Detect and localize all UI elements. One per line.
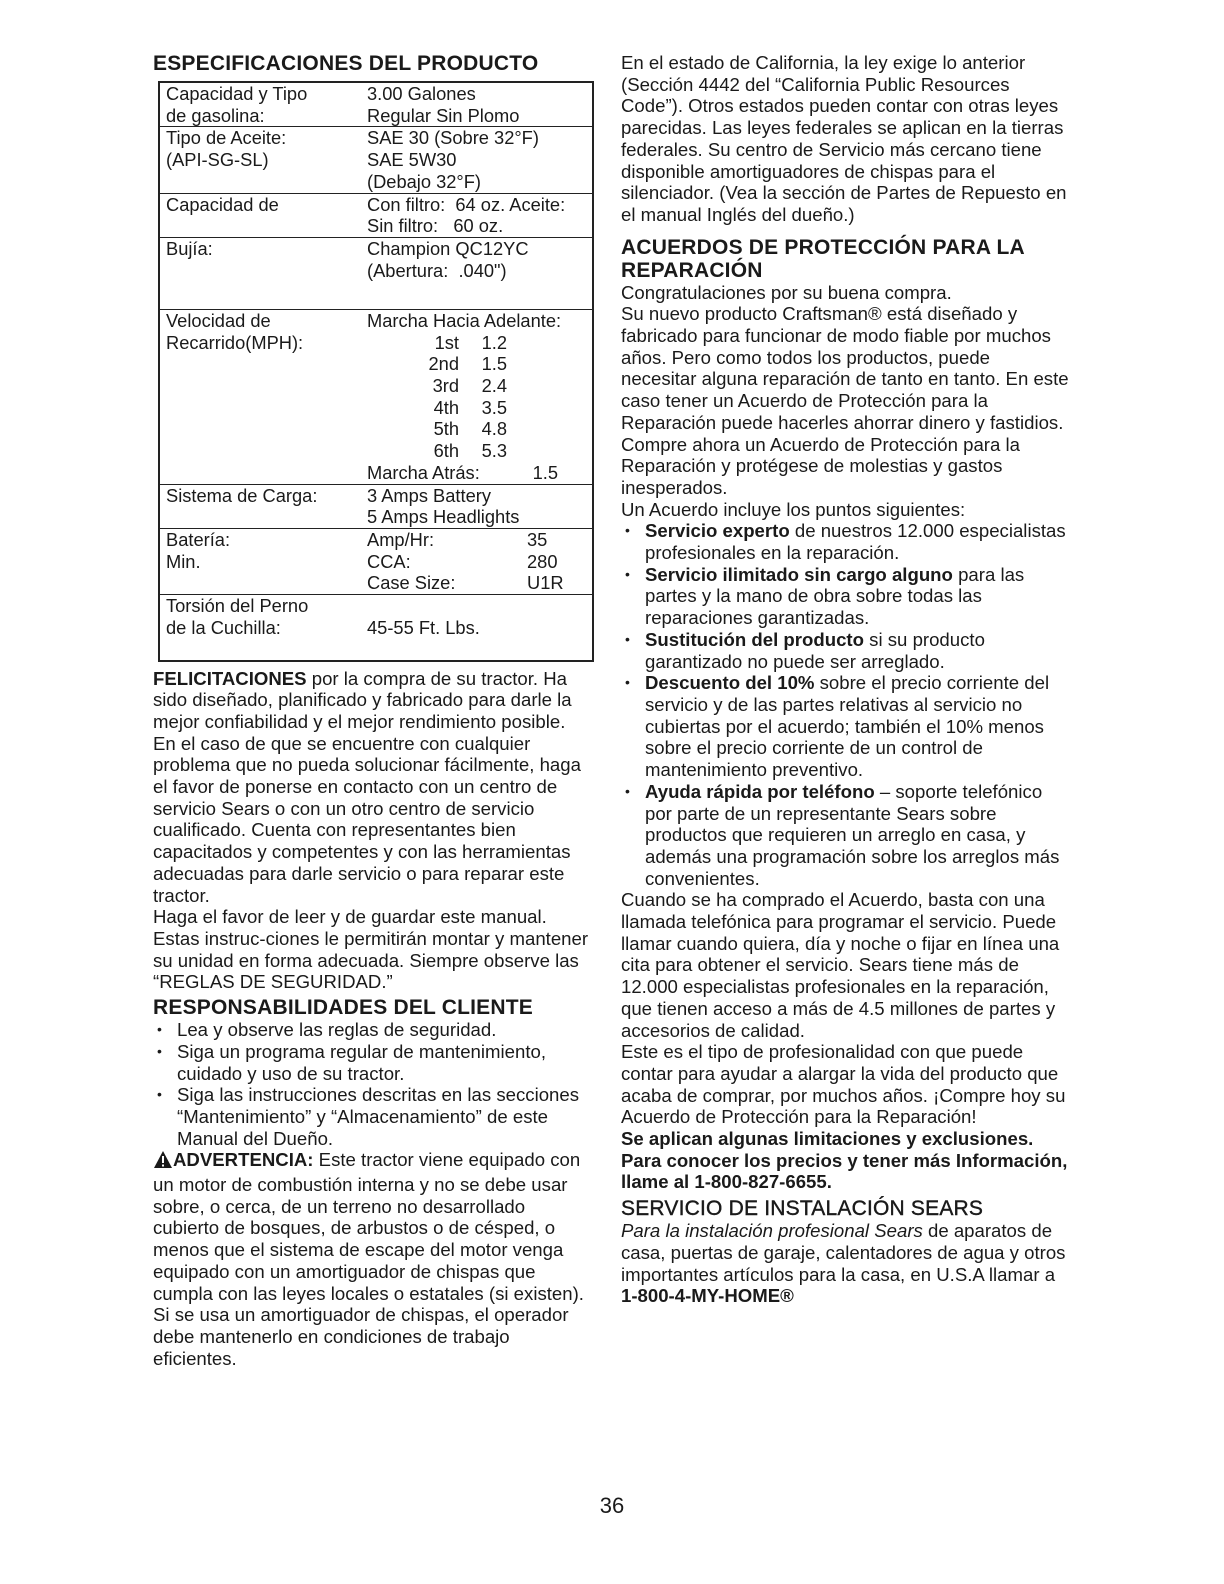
- repair-intro: Congratulaciones por su buena compra.: [621, 281, 952, 303]
- install-title: SERVICIO DE INSTALACIÓN SEARS: [621, 1197, 984, 1221]
- repair-bold-note: Se aplican algunas limitaciones y exclusiones. Para conocer los precios y tener más Información, llame al 1-800-827-6655.: [621, 1128, 1068, 1193]
- california-paragraph: En el estado de California, la ley exige lo anterior (Sección 4442 del “California Public Resources Code”). Otros estados pueden contar con otras leyes parecidas. Las leyes federales se aplican en la tierras federales. Su centro de Servicio más cercano tiene disponible amortiguadores de chispas para el silenciador. (Vea la sección de Partes de Repuesto en el manual Inglés del dueño.): [621, 52, 1067, 225]
- list-item: • Lea y observe las reglas de seguridad.: [153, 1019, 595, 1041]
- list-item: • Descuento del 10% sobre el precio corriente del servicio y de las partes relativas al servicio no cubiertas por el acuerdo; también el 10% menos sobre el precio corriente de un control de mantenimiento preventivo.: [621, 672, 1069, 781]
- spec-label: de gasolina:: [166, 104, 265, 126]
- gear-row: 1st 1.2: [434, 331, 507, 353]
- spec-row-spark-plug: [159, 237, 593, 309]
- spec-label: Capacidad de: [166, 193, 279, 215]
- gear-row: 2nd 1.5: [428, 353, 507, 375]
- spec-title: ESPECIFICACIONES DEL PRODUCTO: [153, 52, 539, 75]
- battery-row: CCA: 280: [367, 550, 558, 572]
- spec-value: 3.00 Galones: [367, 83, 476, 104]
- list-item: • Siga las instrucciones descritas en las secciones “Mantenimiento” y “Almacenamiento” de este Manual del Dueño.: [153, 1084, 595, 1149]
- repair-title: ACUERDOS DE PROTECCIÓN PARA LA REPARACIÓN: [621, 235, 1025, 282]
- left-column: [153, 52, 595, 1369]
- spec-label: de la Cuchilla:: [166, 616, 281, 638]
- congrats-paragraph: FELICITACIONES por la compra de su tractor. Ha sido diseñado, planificado y fabricado para darle la mejor confiabilidad y el mejor rendimiento posible.: [153, 667, 572, 732]
- spec-label: Sistema de Carga:: [166, 484, 318, 506]
- spec-row-oil-capacity: [159, 193, 593, 237]
- spec-value: Regular Sin Plomo: [367, 104, 520, 126]
- install-paragraph: Para la instalación profesional Sears de aparatos de casa, puertas de garaje, calentadores de agua y otros importantes artículos para la casa, en U.S.A llamar a: [621, 1220, 1066, 1285]
- reverse-row: Marcha Atrás: 1.5: [367, 461, 558, 483]
- responsibilities-list: [153, 1019, 595, 1149]
- spec-label: (API-SG-SL): [166, 149, 269, 171]
- list-item: • Siga un programa regular de mantenimiento, cuidado y uso de su tractor.: [153, 1041, 595, 1084]
- spec-row-oil-type: [159, 127, 593, 193]
- repair-benefits-list: [621, 520, 1069, 889]
- manual-paragraph: Haga el favor de leer y de guardar este manual. Estas instruc-ciones le permitirán montar y mantener su unidad en forma adecuada. Siempre observe las “REGLAS DE SEGURIDAD.”: [153, 906, 589, 993]
- spec-value: SAE 5W30: [367, 149, 457, 171]
- spec-value: 3 Amps Battery: [367, 484, 491, 506]
- spec-value: Champion QC12YC: [367, 237, 529, 259]
- spec-row-torque: [159, 595, 593, 661]
- responsibilities-title: RESPONSABILIDADES DEL CLIENTE: [153, 996, 533, 1020]
- spec-row-speed: [159, 309, 593, 484]
- battery-row: Case Size: U1R: [367, 572, 564, 594]
- speed-forward-label: Marcha Hacia Adelante:: [367, 309, 562, 331]
- problem-paragraph: En el caso de que se encuentre con cualquier problema que no pueda solucionar fácilmente, haga el favor de ponerse en contacto con un centro de servicio Sears o con un otro centro de servicio cualificado. Cuenta con representantes bien capacitados y competentes y con las herramientas adecuadas para darle servicio o para reparar este tractor.: [153, 732, 581, 906]
- spec-label: Capacidad y Tipo: [166, 83, 308, 104]
- repair-paragraph: Compre ahora un Acuerdo de Protección para la Reparación y protégese de molestias y gastos inesperados.: [621, 433, 1020, 498]
- gear-row: 4th 3.5: [433, 396, 507, 418]
- list-item: • Servicio ilimitado sin cargo alguno para las partes y la mano de obra sobre todas las reparaciones garantizadas.: [621, 564, 1069, 629]
- list-item: • Ayuda rápida por teléfono – soporte telefónico por parte de un representante Sears sobre productos que requieren un arreglo en casa, y además una programación sobre los arreglos más convenientes.: [621, 781, 1069, 890]
- list-item: • Servicio experto de nuestros 12.000 especialistas profesionales en la reparación.: [621, 520, 1069, 563]
- warning-paragraph: ADVERTENCIA: Este tractor viene equipado con un motor de combustión interna y no se debe usar sobre, o cerca, de un terreno no desarrollado cubierto de bosques, de arbustos o de césped, o menos que el sistema de escape del motor venga equipado con un amortiguador de chispas que cumpla con las leyes locales o estatales (si existen). Si se usa un amortiguador de chispas, el operador debe mantenerlo en condiciones de trabajo eficientes.: [153, 1149, 584, 1369]
- repair-paragraph: Cuando se ha comprado el Acuerdo, basta con una llamada telefónica para programar el servicio. Puede llamar cuando quiera, día y noche o fijar en línea una cita para obtener el servicio. Sears tiene más de 12.000 especialistas profesionales en la reparación, que tienen acceso a más de 4.5 millones de partes y accesorios de calidad.: [621, 889, 1060, 1041]
- list-item: • Sustitución del producto si su producto garantizado no puede ser arreglado.: [621, 629, 1069, 672]
- page-number: 36: [599, 1493, 625, 1518]
- spec-value: 45-55 Ft. Lbs.: [367, 616, 480, 638]
- spec-value: (Debajo 32°F): [367, 170, 481, 192]
- spec-row-charging: [159, 484, 593, 528]
- spec-value: SAE 30 (Sobre 32°F): [367, 127, 539, 149]
- spec-label: Batería:: [166, 528, 231, 550]
- repair-paragraph: Un Acuerdo incluye los puntos siguientes:: [621, 498, 966, 520]
- install-phone: 1-800-4-MY-HOME®: [621, 1285, 794, 1307]
- spec-label: Torsión del Perno: [166, 595, 309, 617]
- spec-value: Con filtro: 64 oz. Aceite:: [367, 193, 566, 215]
- spec-value: (Abertura: .040"): [367, 259, 507, 281]
- spec-label: Velocidad de: [166, 309, 271, 331]
- gear-row: 3rd 2.4: [432, 375, 507, 397]
- battery-row: Amp/Hr: 35: [367, 528, 548, 550]
- spec-label: Bujía:: [166, 237, 213, 259]
- repair-paragraph: Este es el tipo de profesionalidad con que puede contar para ayudar a alargar la vida del producto que acaba de comprar, por muchos años. ¡Compre hoy su Acuerdo de Protección para la Reparación!: [621, 1041, 1066, 1128]
- gear-row: 5th 4.8: [433, 418, 507, 440]
- right-column: [621, 52, 1069, 1307]
- spec-label: Min.: [166, 550, 201, 572]
- spec-value: Sin filtro: 60 oz.: [367, 215, 504, 237]
- warning-icon: [153, 1150, 173, 1174]
- spec-row-battery: [159, 528, 593, 594]
- spec-label: Tipo de Aceite:: [166, 127, 287, 149]
- spec-row-capacity: [159, 82, 593, 127]
- spec-label: Recarrido(MPH):: [166, 331, 304, 353]
- spec-table: [158, 81, 594, 662]
- repair-paragraph: Su nuevo producto Craftsman® está diseñado y fabricado para funcionar de modo fiable por muchos años. Pero como todos los productos, puede necesitar alguna reparación de tanto en tanto. En este caso tener un Acuerdo de Protección para la Reparación puede hacerles ahorrar dinero y fastidios.: [621, 303, 1069, 433]
- spec-value: 5 Amps Headlights: [367, 506, 520, 528]
- gear-row: 6th 5.3: [433, 440, 507, 462]
